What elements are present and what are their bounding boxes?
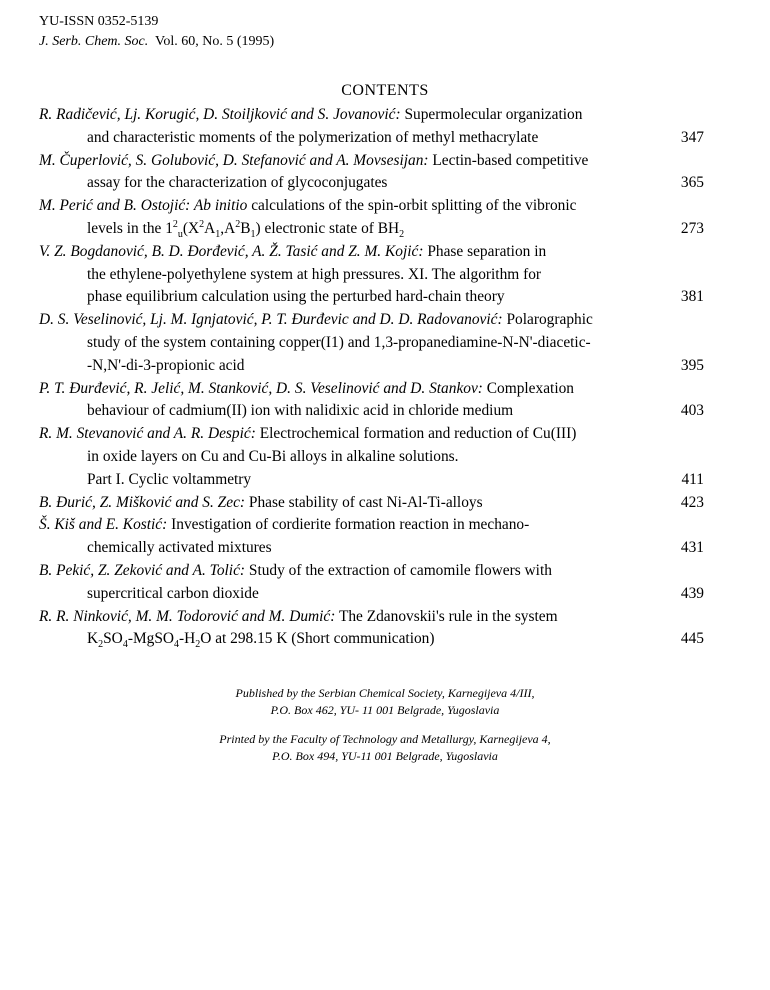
printer-line-2: P.O. Box 494, YU-11 001 Belgrade, Yugoslavia <box>272 749 498 763</box>
entry-title-cont: behaviour of cadmium(II) ion with nalidixic acid in chloride medium <box>87 402 514 420</box>
page-number: 403 <box>680 402 704 420</box>
entry-authors: R. R. Ninković, M. M. Todorović and M. Dumić: <box>39 607 336 625</box>
entry-title-cont: the ethylene-polyethylene system at high pressures. XI. The algorithm for <box>87 265 542 283</box>
entry-title: Supermolecular organization <box>404 106 583 123</box>
page-number: 423 <box>680 493 704 511</box>
toc-entry <box>39 150 709 196</box>
entry-authors: R. M. Stevanović and A. R. Despić: <box>39 425 256 443</box>
entry-title-cont: supercritical carbon dioxide <box>87 584 259 602</box>
toc-entry <box>39 309 709 377</box>
contents-heading: CONTENTS <box>341 82 429 99</box>
journal-citation <box>39 32 274 52</box>
entry-title-cont: levels in the $1^2_u(X^2A_1,A^2B_1)$ electronic state of $BH_2$ 273 <box>87 218 704 241</box>
entry-title-cont: in oxide layers on Cu and Cu-Bi alloys in alkaline solutions. <box>87 447 459 465</box>
page-number: 411 <box>681 470 704 488</box>
entry-title-cont: and characteristic moments of the polymerization of methyl methacrylate <box>87 128 539 146</box>
toc-entry <box>39 560 709 606</box>
page-number: 395 <box>680 356 704 374</box>
publisher-line-2: P.O. Box 462, YU- 11 001 Belgrade, Yugoslavia <box>270 703 500 717</box>
page-number: 365 <box>680 174 704 192</box>
entry-authors: B. Pekić, Z. Zeković and A. Tolić: <box>39 561 246 579</box>
entry-title-cont: assay for the characterization of glycoconjugates <box>87 174 388 192</box>
publisher-note <box>0 685 770 719</box>
toc-entry <box>39 606 709 652</box>
entry-title: Polarographic <box>506 311 593 329</box>
page-number: 381 <box>680 288 704 306</box>
journal-name: J. Serb. Chem. Soc. <box>39 34 149 49</box>
page-number: 347 <box>680 128 704 146</box>
entry-authors: M. Čuperlović, S. Golubović, D. Stefanović and A. Movsesijan: <box>39 151 429 169</box>
page-number: 445 <box>680 630 704 648</box>
toc-entry <box>39 492 709 515</box>
entry-title: Study of the extraction of camomile flowers with <box>248 561 552 579</box>
entry-title: The Zdanovskii's rule in the system <box>338 607 558 625</box>
entry-authors: B. Đurić, Z. Mišković and S. Zec: <box>39 493 246 511</box>
toc-entry <box>39 241 709 309</box>
table-of-contents <box>39 104 709 651</box>
entry-authors: R. Radičević, Lj. Korugić, D. Stoiljković and S. Jovanović: <box>39 106 401 123</box>
printer-note <box>0 731 770 765</box>
entry-title-cont: $K_2SO_4-MgSO_4-H_2O$ at 298.15 K (Short communication) 445 <box>87 630 704 651</box>
printer-line-1: Printed by the Faculty of Technology and Metallurgy, Karnegijeva 4, <box>219 732 551 746</box>
toc-entry <box>39 423 709 491</box>
publisher-line-1: Published by the Serbian Chemical Society, Karnegijeva 4/III, <box>235 686 535 700</box>
entry-authors: Š. Kiš and E. Kostić: <box>39 516 168 534</box>
toc-entry <box>39 104 709 150</box>
toc-entry <box>39 378 709 424</box>
page-number: 431 <box>680 539 704 557</box>
entry-title-cont: Part I. Cyclic voltammetry <box>87 470 252 488</box>
toc-entry <box>39 195 709 241</box>
entry-title: Lectin-based competitive <box>432 151 589 169</box>
entry-title: Investigation of cordierite formation reaction in mechano- <box>171 516 530 534</box>
entry-title-cont: chemically activated mixtures <box>87 539 272 557</box>
toc-entry <box>39 514 709 560</box>
journal-header <box>39 12 274 52</box>
entry-title: Phase separation in <box>427 242 547 260</box>
entry-authors: P. T. Đurđević, R. Jelić, M. Stanković, D. S. Veselinović and D. Stankov: <box>39 379 483 397</box>
entry-title: Complexation <box>486 379 574 397</box>
entry-title-cont: phase equilibrium calculation using the perturbed hard-chain theory <box>87 288 505 306</box>
entry-authors: M. Perić and B. Ostojić: Ab initio <box>39 197 248 215</box>
entry-title: calculations of the spin-orbit splitting of the vibronic <box>251 197 577 215</box>
page-number: 273 <box>680 219 704 237</box>
volume-info: Vol. 60, No. 5 (1995) <box>155 34 275 49</box>
issn: YU-ISSN 0352-5139 <box>39 14 159 29</box>
entry-title-cont: study of the system containing copper(I1) and 1,3-propanediamine-N-N'-diacetic- <box>87 333 591 351</box>
page-number: 439 <box>680 584 704 602</box>
entry-authors: V. Z. Bogdanović, B. D. Đorđević, A. Ž. Tasić and Z. M. Kojić: <box>39 242 424 260</box>
entry-title: Phase stability of cast Ni-Al-Ti-alloys <box>248 493 483 511</box>
entry-authors: D. S. Veselinović, Lj. M. Ignjatović, P. T. Đurđevic and D. D. Radovanović: <box>39 311 503 329</box>
entry-title-cont: -N,N'-di-3-propionic acid <box>87 356 245 374</box>
entry-title: Electrochemical formation and reduction of Cu(III) <box>259 425 577 443</box>
